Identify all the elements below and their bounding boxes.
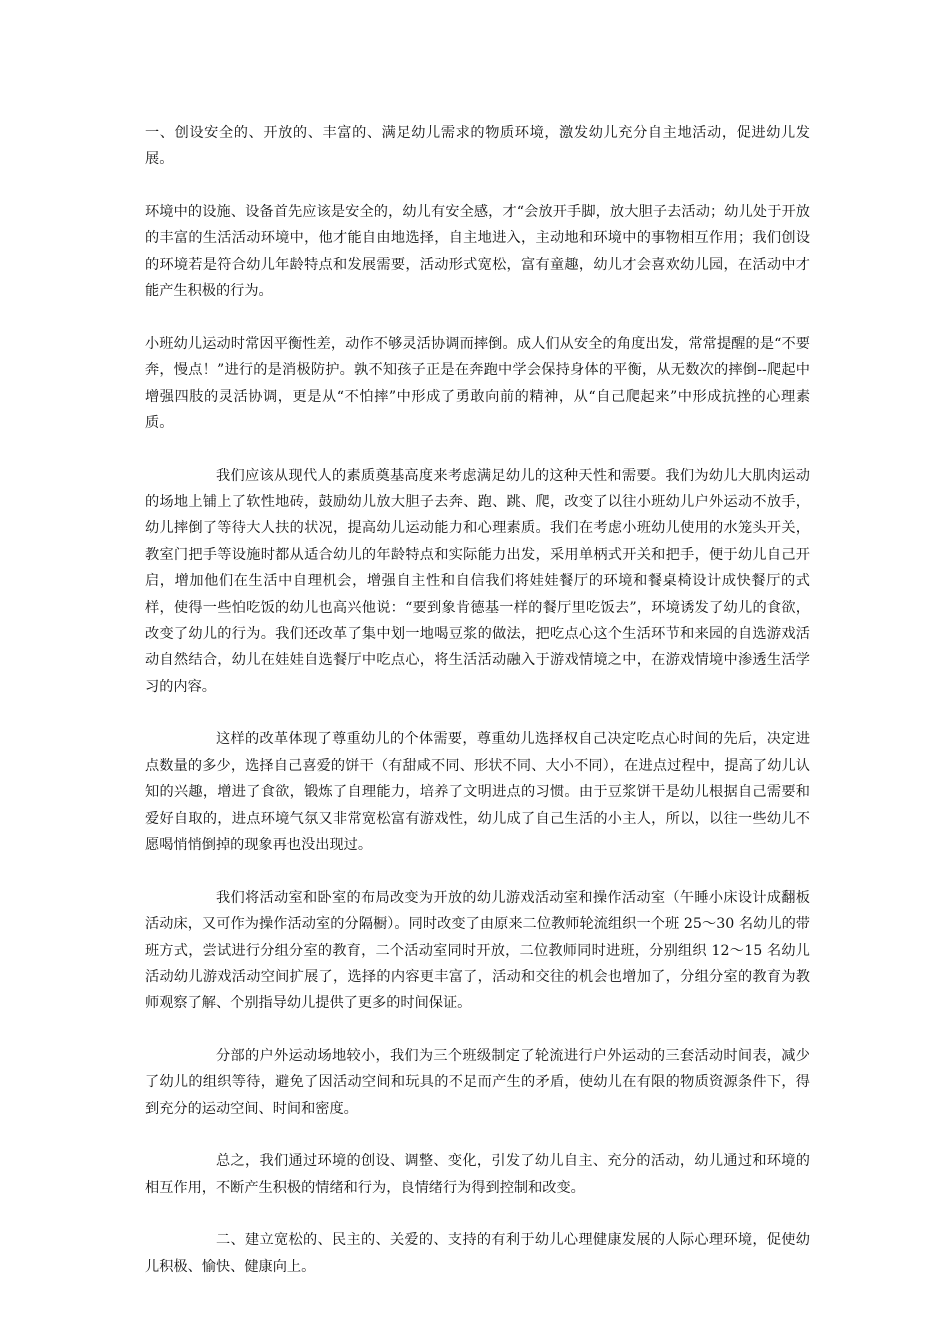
paragraph-summary: 总之，我们通过环境的创设、调整、变化，引发了幼儿自主、充分的活动，幼儿通过和环境的相互作用，不断产生积极的情绪和行为，良情绪行为得到控制和改变。 (145, 1153, 810, 1196)
section-heading-1: 一、创设安全的、开放的、丰富的、满足幼儿需求的物质环境，激发幼儿充分自主地活动，促进幼儿发展。 (145, 125, 810, 168)
paragraph-outdoor-schedule: 分部的户外运动场地较小，我们为三个班级制定了轮流进行户外运动的三套活动时间表，减少了幼儿的组织等待，避免了因活动空间和玩具的不足而产生的矛盾，使幼儿在有限的物质资源条件下，得到充分的运动空间、时间和密度。 (145, 1047, 810, 1117)
section-heading-2: 二、建立宽松的、民主的、关爱的、支持的有利于幼儿心理健康发展的人际心理环境，促使幼儿积极、愉快、健康向上。 (145, 1232, 810, 1275)
paragraph-open-activity-room: 我们将活动室和卧室的布局改变为开放的幼儿游戏活动室和操作活动室（午睡小床设计成翻板活动床，又可作为操作活动室的分隔橱）。同时改变了由原来二位教师轮流组织一个班 25～30 名幼儿的带班方式，尝试进行分组分室的教育，二个活动室同时开放，二位教师同时进班，分别组织 12～15 名幼儿活动幼儿游戏活动空间扩展了，选择的内容更丰富了，活动和交往的机会也增加了，分组分室的教育为教师观察了解、个别指导幼儿提供了更多的时间保证。 (145, 889, 810, 1012)
document-body (145, 120, 810, 1306)
paragraph-environment-safety: 环境中的设施、设备首先应该是安全的，幼儿有安全感，才“会放开手脚，放大胆子去活动；幼儿处于开放的丰富的生活活动环境中，他才能自由地选择，自主地进入，主动地和环境中的事物相互作用；我们创设的环境若是符合幼儿年龄特点和发展需要，活动形式宽松，富有童趣，幼儿才会喜欢幼儿园，在活动中才能产生积极的行为。 (145, 204, 810, 300)
paragraph-balance-falling: 小班幼儿运动时常因平衡性差，动作不够灵活协调而摔倒。成人们从安全的角度出发，常常提醒的是“不要奔，慢点！”进行的是消极防护。孰不知孩子正是在奔跑中学会保持身体的平衡，从无数次的摔倒--爬起中增强四肢的灵活协调，更是从“不怕摔”中形成了勇敢向前的精神，从“自己爬起来”中形成抗挫的心理素质。 (145, 335, 811, 432)
paragraph-modern-quality: 我们应该从现代人的素质奠基高度来考虑满足幼儿的这种天性和需要。我们为幼儿大肌肉运动的场地上铺上了软性地砖，鼓励幼儿放大胆子去奔、跑、跳、爬，改变了以往小班幼儿户外运动不放手，幼儿摔倒了等待大人扶的状况，提高幼儿运动能力和心理素质。我们在考虑小班幼儿使用的水笼头开关，教室门把手等设施时都从适合幼儿的年龄特点和实际能力出发，采用单柄式开关和把手，便于幼儿自己开启，增加他们在生活中自理机会，增强自主性和自信我们将娃娃餐厅的环境和餐桌椅设计成快餐厅的式样，使得一些怕吃饭的幼儿也高兴他说：“要到象肯德基一样的餐厅里吃饭去”，环境诱发了幼儿的食欲，改变了幼儿的行为。我们还改革了集中划一地喝豆浆的做法，把吃点心这个生活环节和来园的自选游戏活动自然结合，幼儿在娃娃自选餐厅中吃点心，将生活活动融入于游戏情境之中，在游戏情境中渗透生活学习的内容。 (145, 467, 810, 695)
paragraph-reform-respect: 这样的改革体现了尊重幼儿的个体需要，尊重幼儿选择权自己决定吃点心时间的先后，决定进点数量的多少，选择自己喜爱的饼干（有甜咸不同、形状不同、大小不同），在进点过程中，提高了幼儿认知的兴趣，增进了食欲，锻炼了自理能力，培养了文明进点的习惯。由于豆浆饼干是幼儿根据自己需要和爱好自取的，进点环境气氛又非常宽松富有游戏性，幼儿成了自己生活的小主人，所以，以往一些幼儿不愿喝悄悄倒掉的现象再也没出现过。 (145, 731, 810, 854)
